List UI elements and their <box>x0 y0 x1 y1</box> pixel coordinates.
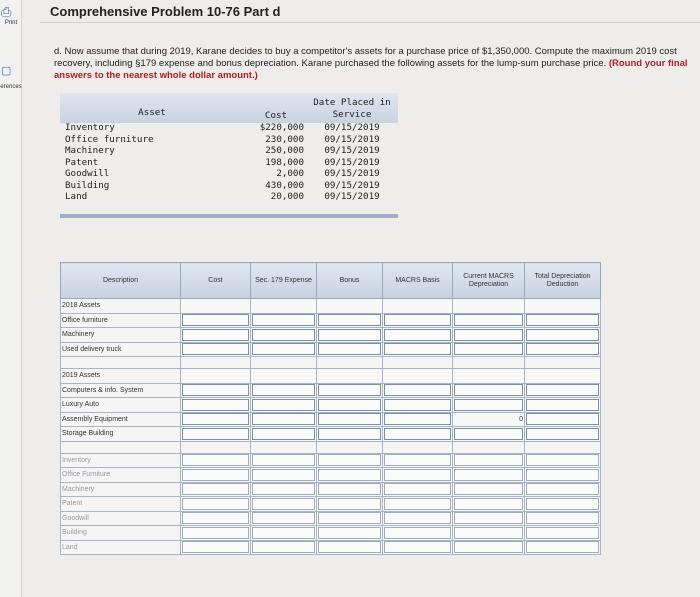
asset-cost: $220,000 <box>259 122 304 133</box>
sec179-input[interactable] <box>251 453 317 468</box>
asset-name: Patent <box>65 156 99 168</box>
current-macrs-input[interactable] <box>453 540 525 555</box>
references-icon[interactable]: ▢ <box>1 65 12 77</box>
macrs-basis-input[interactable] <box>383 453 453 468</box>
sec179-input[interactable] <box>251 342 317 357</box>
cost-input[interactable] <box>181 453 251 468</box>
sec179-input[interactable] <box>251 468 317 483</box>
bonus-input[interactable] <box>317 482 383 497</box>
asset-info-table <box>60 93 398 219</box>
row-description: Computers & info. System <box>61 383 181 398</box>
spacer-cell <box>525 357 601 369</box>
macrs-basis-input[interactable] <box>383 313 453 328</box>
spacer-cell <box>61 441 181 453</box>
macrs-basis-input[interactable] <box>383 511 453 526</box>
cost-header: Cost <box>264 110 288 121</box>
current-macrs-input[interactable] <box>453 328 525 343</box>
asset-date: 09/15/2019 <box>324 191 380 202</box>
current-macrs-header: Current MACRS Depreciation <box>453 263 525 299</box>
bonus-input[interactable] <box>317 497 383 512</box>
asset-date: 09/15/2019 <box>324 122 380 133</box>
row-description: Storage Building <box>61 427 181 442</box>
cost-input[interactable] <box>181 412 251 427</box>
spacer-cell <box>383 441 453 453</box>
empty-cell <box>317 369 383 384</box>
cost-input[interactable] <box>181 398 251 413</box>
row-description: Goodwill <box>61 511 181 526</box>
total-input[interactable] <box>525 328 601 343</box>
empty-cell <box>251 369 317 384</box>
asset-date: 09/15/2019 <box>324 133 380 145</box>
empty-cell <box>181 299 251 314</box>
bonus-input[interactable] <box>317 328 383 343</box>
empty-cell <box>453 369 525 384</box>
cost-input[interactable] <box>181 482 251 497</box>
page-title: Comprehensive Problem 10-76 Part d <box>50 4 281 19</box>
macrs-basis-input[interactable] <box>383 383 453 398</box>
spacer-cell <box>181 357 251 369</box>
cost-input[interactable] <box>181 497 251 512</box>
macrs-basis-input[interactable] <box>383 328 453 343</box>
bonus-input[interactable] <box>317 427 383 442</box>
left-toolbar <box>0 0 22 597</box>
table-row <box>61 369 601 384</box>
asset-date: 09/15/2019 <box>324 179 380 191</box>
spacer-cell <box>453 441 525 453</box>
current-macrs-input[interactable] <box>453 398 525 413</box>
spacer-cell <box>317 357 383 369</box>
empty-cell <box>181 369 251 384</box>
empty-cell <box>317 299 383 314</box>
current-macrs-value[interactable]: 0 <box>453 412 525 427</box>
table-row <box>61 453 601 468</box>
table-row <box>61 482 601 497</box>
group-label-2018: 2018 Assets <box>61 299 181 314</box>
row-description: Machinery <box>61 328 181 343</box>
asset-cost: 250,000 <box>265 145 304 156</box>
sec179-input[interactable] <box>251 427 317 442</box>
cost-input[interactable] <box>181 383 251 398</box>
total-input[interactable] <box>525 383 601 398</box>
current-macrs-input[interactable] <box>453 468 525 483</box>
spacer-cell <box>181 441 251 453</box>
bonus-input[interactable] <box>317 453 383 468</box>
table-row <box>61 526 601 541</box>
cost-input[interactable] <box>181 342 251 357</box>
asset-table-footer-bar <box>60 214 398 218</box>
row-description: Land <box>61 540 181 555</box>
cost-input[interactable] <box>181 328 251 343</box>
bonus-input[interactable] <box>317 540 383 555</box>
group-label-2019: 2019 Assets <box>61 369 181 384</box>
asset-cost-column <box>240 122 304 203</box>
macrs-basis-input[interactable] <box>383 482 453 497</box>
table-row <box>61 299 601 314</box>
row-description: Patent <box>61 497 181 512</box>
date-header-line2: Service <box>332 109 372 120</box>
question-text <box>54 46 694 82</box>
asset-name: Machinery <box>65 145 115 156</box>
spacer-cell <box>525 441 601 453</box>
table-row <box>61 398 601 413</box>
bonus-input[interactable] <box>317 398 383 413</box>
table-row <box>61 342 601 357</box>
print-label[interactable]: Print <box>4 20 18 26</box>
bonus-input[interactable] <box>317 342 383 357</box>
row-description: Assembly Equipment <box>61 412 181 427</box>
current-macrs-input[interactable] <box>453 482 525 497</box>
asset-name: Office furniture <box>65 133 154 145</box>
asset-name: Building <box>65 179 110 191</box>
sec179-input[interactable] <box>251 398 317 413</box>
total-input[interactable] <box>525 526 601 541</box>
row-description: Machinery <box>61 482 181 497</box>
asset-cost: 2,000 <box>276 168 304 179</box>
current-macrs-input[interactable] <box>453 453 525 468</box>
total-input[interactable] <box>525 342 601 357</box>
sec179-input[interactable] <box>251 526 317 541</box>
empty-cell <box>525 369 601 384</box>
cost-header: Cost <box>181 263 251 299</box>
table-row <box>61 441 601 453</box>
row-description: Building <box>61 526 181 541</box>
references-label[interactable]: erences <box>0 84 22 90</box>
table-row <box>61 427 601 442</box>
divider <box>40 22 700 23</box>
asset-name: Land <box>65 191 88 202</box>
sec179-input[interactable] <box>251 540 317 555</box>
current-macrs-input[interactable] <box>453 526 525 541</box>
cost-input[interactable] <box>181 540 251 555</box>
table-row <box>61 328 601 343</box>
asset-date: 09/15/2019 <box>324 156 380 168</box>
asset-cost: 430,000 <box>265 179 304 191</box>
asset-cost: 20,000 <box>270 191 304 202</box>
empty-cell <box>383 369 453 384</box>
asset-date-column <box>306 122 398 203</box>
row-description: Inventory <box>61 453 181 468</box>
date-header-line1: Date Placed in <box>313 97 391 108</box>
macrs-basis-input[interactable] <box>383 540 453 555</box>
cost-input[interactable] <box>181 468 251 483</box>
sec179-input[interactable] <box>251 511 317 526</box>
bonus-input[interactable] <box>317 313 383 328</box>
row-description: Used delivery truck <box>61 342 181 357</box>
spacer-cell <box>383 357 453 369</box>
bonus-input[interactable] <box>317 526 383 541</box>
description-header: Description <box>61 263 181 299</box>
bonus-input[interactable] <box>317 383 383 398</box>
macrs-basis-header: MACRS Basis <box>383 263 453 299</box>
sec179-input[interactable] <box>251 328 317 343</box>
print-icon[interactable]: ⎙ <box>1 4 12 19</box>
current-macrs-input[interactable] <box>453 342 525 357</box>
spacer-cell <box>251 441 317 453</box>
question-instruction: (Round your final answers to the nearest whole dollar amount.) <box>54 58 688 81</box>
total-input[interactable] <box>525 468 601 483</box>
table-row <box>61 412 601 427</box>
asset-name: Goodwill <box>65 168 110 179</box>
total-input[interactable] <box>525 427 601 442</box>
bonus-header: Bonus <box>317 263 383 299</box>
total-input[interactable] <box>525 497 601 512</box>
current-macrs-input[interactable] <box>453 313 525 328</box>
answer-table-wrapper <box>60 262 600 597</box>
table-row <box>61 497 601 512</box>
current-macrs-input[interactable] <box>453 511 525 526</box>
asset-cost: 198,000 <box>265 156 304 168</box>
total-input[interactable] <box>525 313 601 328</box>
question-body: d. Now assume that during 2019, Karane decides to buy a competitor's assets for a purchase price of $1,350,000. Compute the maximum 2019 cost recovery, including §179 expense and bonus depreciation. Karane purchased the following assets for the lump-sum purchase price. <box>54 46 677 69</box>
macrs-basis-input[interactable] <box>383 526 453 541</box>
macrs-basis-input[interactable] <box>383 342 453 357</box>
table-row <box>61 357 601 369</box>
row-description: Luxury Auto <box>61 398 181 413</box>
asset-header: Asset <box>138 107 166 118</box>
spacer-cell <box>453 357 525 369</box>
sec179-header: Sec. 179 Expense <box>251 263 317 299</box>
sec179-input[interactable] <box>251 383 317 398</box>
current-macrs-input[interactable] <box>453 497 525 512</box>
asset-cost: 230,000 <box>265 133 304 145</box>
total-depreciation-header: Total Depreciation Deduction <box>525 263 601 299</box>
macrs-basis-input[interactable] <box>383 497 453 512</box>
macrs-basis-input[interactable] <box>383 412 453 427</box>
total-input[interactable] <box>525 398 601 413</box>
cost-input[interactable] <box>181 511 251 526</box>
row-description: Office Furniture <box>61 468 181 483</box>
sec179-input[interactable] <box>251 497 317 512</box>
current-macrs-input[interactable] <box>453 383 525 398</box>
sec179-input[interactable] <box>251 313 317 328</box>
answer-header-row <box>61 263 601 299</box>
cost-input[interactable] <box>181 313 251 328</box>
current-macrs-input[interactable] <box>453 427 525 442</box>
spacer-cell <box>61 357 181 369</box>
total-input[interactable] <box>525 511 601 526</box>
empty-cell <box>453 299 525 314</box>
macrs-basis-input[interactable] <box>383 468 453 483</box>
macrs-basis-input[interactable] <box>383 427 453 442</box>
macrs-basis-input[interactable] <box>383 398 453 413</box>
table-row <box>61 313 601 328</box>
total-input[interactable] <box>525 482 601 497</box>
empty-cell <box>525 299 601 314</box>
table-row <box>61 540 601 555</box>
asset-name-column <box>65 122 185 203</box>
bonus-input[interactable] <box>317 468 383 483</box>
asset-name: Inventory <box>65 122 115 133</box>
row-description: Office furniture <box>61 313 181 328</box>
table-row <box>61 383 601 398</box>
sec179-input[interactable] <box>251 482 317 497</box>
cost-input[interactable] <box>181 427 251 442</box>
bonus-input[interactable] <box>317 511 383 526</box>
total-input[interactable] <box>525 412 601 427</box>
empty-cell <box>383 299 453 314</box>
asset-date: 09/15/2019 <box>324 168 380 179</box>
sec179-input[interactable] <box>251 412 317 427</box>
cost-input[interactable] <box>181 526 251 541</box>
table-row <box>61 511 601 526</box>
total-input[interactable] <box>525 540 601 555</box>
bonus-input[interactable] <box>317 412 383 427</box>
total-input[interactable] <box>525 453 601 468</box>
spacer-cell <box>251 357 317 369</box>
spacer-cell <box>317 441 383 453</box>
empty-cell <box>251 299 317 314</box>
asset-date: 09/15/2019 <box>324 145 380 156</box>
table-row <box>61 468 601 483</box>
answer-table <box>60 262 601 555</box>
